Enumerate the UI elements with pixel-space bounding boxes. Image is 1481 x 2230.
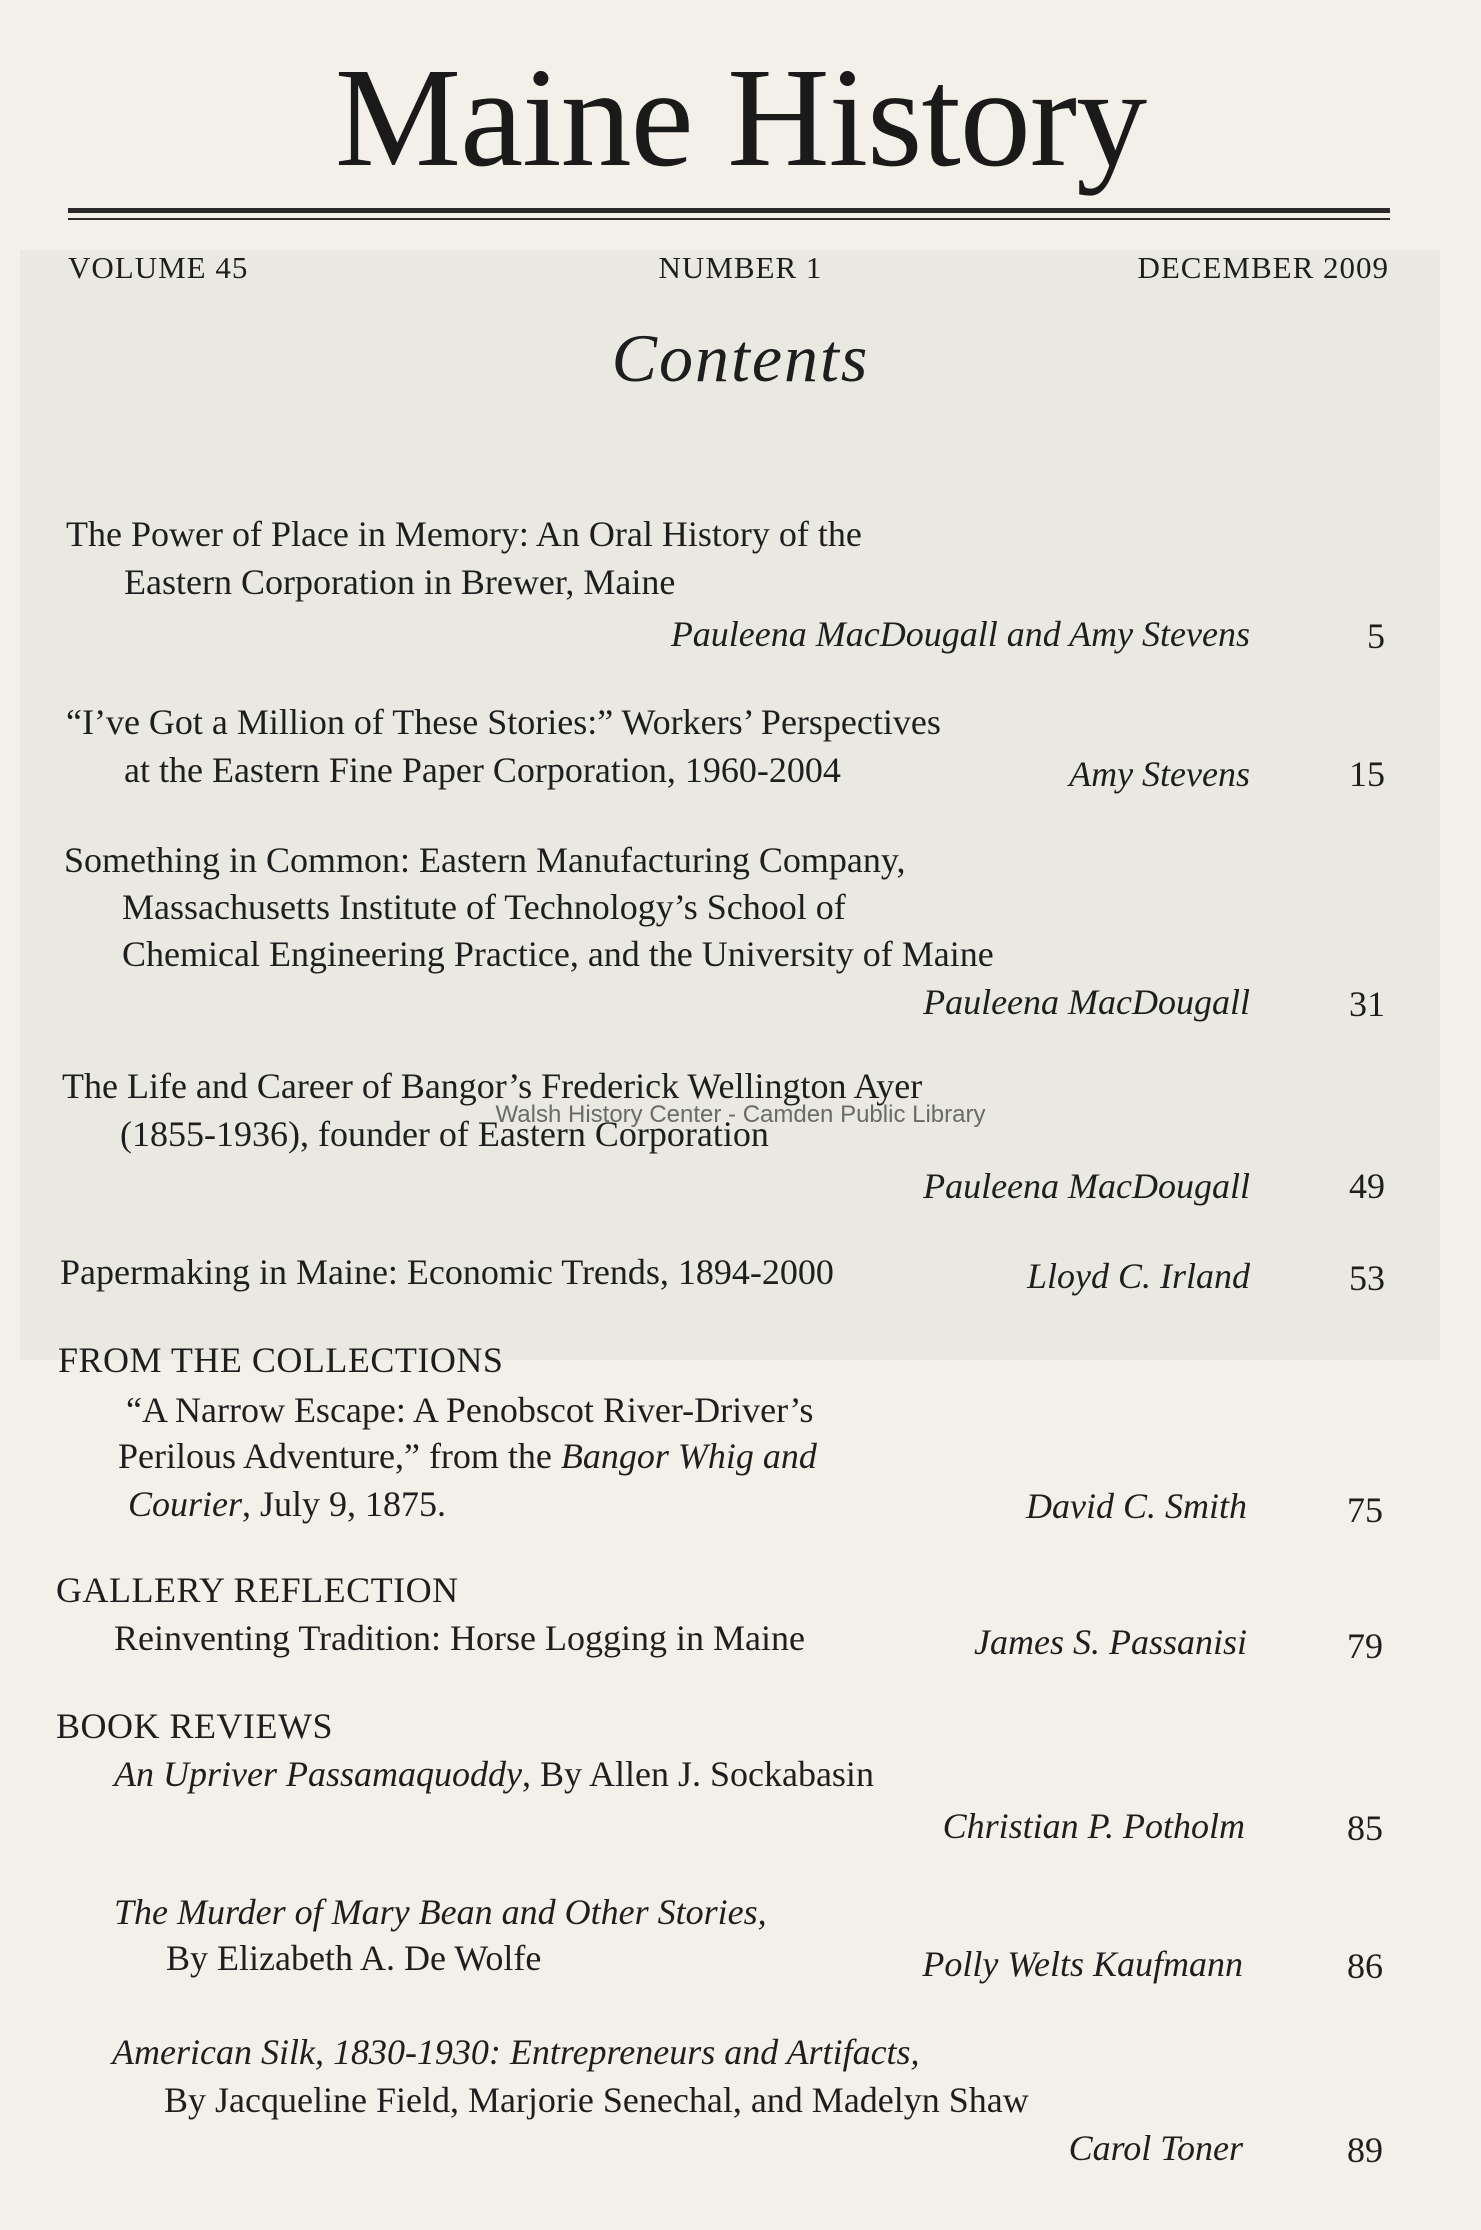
review-reviewer: Carol Toner <box>1068 2128 1243 2168</box>
entry-author: Pauleena MacDougall <box>923 1166 1250 1206</box>
entry-title-line: (1855-1936), founder of Eastern Corporation <box>120 1114 769 1154</box>
entry-title-line <box>118 1434 817 1478</box>
contents-heading: Contents <box>611 320 870 396</box>
review-byline: By Elizabeth A. De Wolfe <box>166 1938 542 1978</box>
entry-title-line: Reinventing Tradition: Horse Logging in Maine <box>114 1618 805 1658</box>
entry-title-line: Papermaking in Maine: Economic Trends, 1894-2000 <box>60 1252 834 1292</box>
entry-page-number: 89 <box>1347 2130 1383 2170</box>
entry-page-number: 85 <box>1347 1808 1383 1848</box>
entry-page-number: 79 <box>1347 1626 1383 1666</box>
section-heading-gallery: GALLERY REFLECTION <box>56 1570 459 1610</box>
issue-date: DECEMBER 2009 <box>1137 250 1389 285</box>
review-byline: , By Allen J. Sockabasin <box>521 1754 874 1794</box>
entry-title-text: Perilous Adventure,” from the <box>118 1436 561 1476</box>
masthead-rule-thin <box>68 218 1390 220</box>
review-book-title: The Murder of Mary Bean and Other Stories, <box>114 1892 767 1932</box>
entry-title-line: Chemical Engineering Practice, and the University of Maine <box>122 934 994 974</box>
entry-title-line <box>114 1752 874 1796</box>
entry-title-line: “A Narrow Escape: A Penobscot River-Driver’s <box>126 1390 814 1430</box>
entry-title-line: Eastern Corporation in Brewer, Maine <box>124 562 676 602</box>
entry-page-number: 31 <box>1349 984 1385 1024</box>
entry-title-line: Massachusetts Institute of Technology’s School of <box>122 887 846 927</box>
issue-volume: VOLUME 45 <box>68 250 249 285</box>
entry-page-number: 53 <box>1349 1258 1385 1298</box>
library-watermark: Walsh History Center - Camden Public Library <box>495 1101 986 1128</box>
review-book-title: American Silk, 1830-1930: Entrepreneurs and Artifacts, <box>112 2032 920 2072</box>
entry-title-line: Something in Common: Eastern Manufacturing Company, <box>64 840 906 880</box>
review-reviewer: Christian P. Potholm <box>942 1806 1245 1846</box>
entry-page-number: 15 <box>1349 754 1385 794</box>
entry-author: James S. Passanisi <box>974 1622 1247 1662</box>
entry-author: Amy Stevens <box>1069 754 1250 794</box>
entry-page-number: 86 <box>1347 1946 1383 1986</box>
entry-author: Lloyd C. Irland <box>1026 1256 1250 1296</box>
entry-title-italic: Courier <box>128 1484 243 1524</box>
review-byline: By Jacqueline Field, Marjorie Senechal, and Madelyn Shaw <box>164 2080 1029 2120</box>
entry-title-line: The Power of Place in Memory: An Oral History of the <box>66 514 862 554</box>
masthead-rule-thick <box>68 208 1390 213</box>
entry-title-line: “I’ve Got a Million of These Stories:” Workers’ Perspectives <box>66 702 941 742</box>
entry-author: David C. Smith <box>1026 1486 1247 1526</box>
issue-number: NUMBER 1 <box>658 250 823 285</box>
review-reviewer: Polly Welts Kaufmann <box>922 1944 1243 1984</box>
entry-author: Pauleena MacDougall <box>923 982 1250 1022</box>
entry-title-italic: Bangor Whig and <box>560 1436 817 1476</box>
section-heading-collections: FROM THE COLLECTIONS <box>58 1340 504 1380</box>
entry-title-text: , July 9, 1875. <box>242 1484 447 1524</box>
review-book-title: An Upriver Passamaquoddy <box>114 1754 522 1794</box>
entry-author: Pauleena MacDougall and Amy Stevens <box>670 614 1250 654</box>
entry-title-line <box>128 1482 446 1526</box>
entry-page-number: 49 <box>1349 1166 1385 1206</box>
section-heading-reviews: BOOK REVIEWS <box>56 1706 333 1746</box>
entry-page-number: 5 <box>1367 616 1385 656</box>
entry-title-line: at the Eastern Fine Paper Corporation, 1960-2004 <box>124 750 841 790</box>
entry-title-line: The Life and Career of Bangor’s Frederick Wellington Ayer <box>62 1066 923 1106</box>
masthead-title: Maine History <box>334 38 1147 196</box>
entry-page-number: 75 <box>1347 1490 1383 1530</box>
